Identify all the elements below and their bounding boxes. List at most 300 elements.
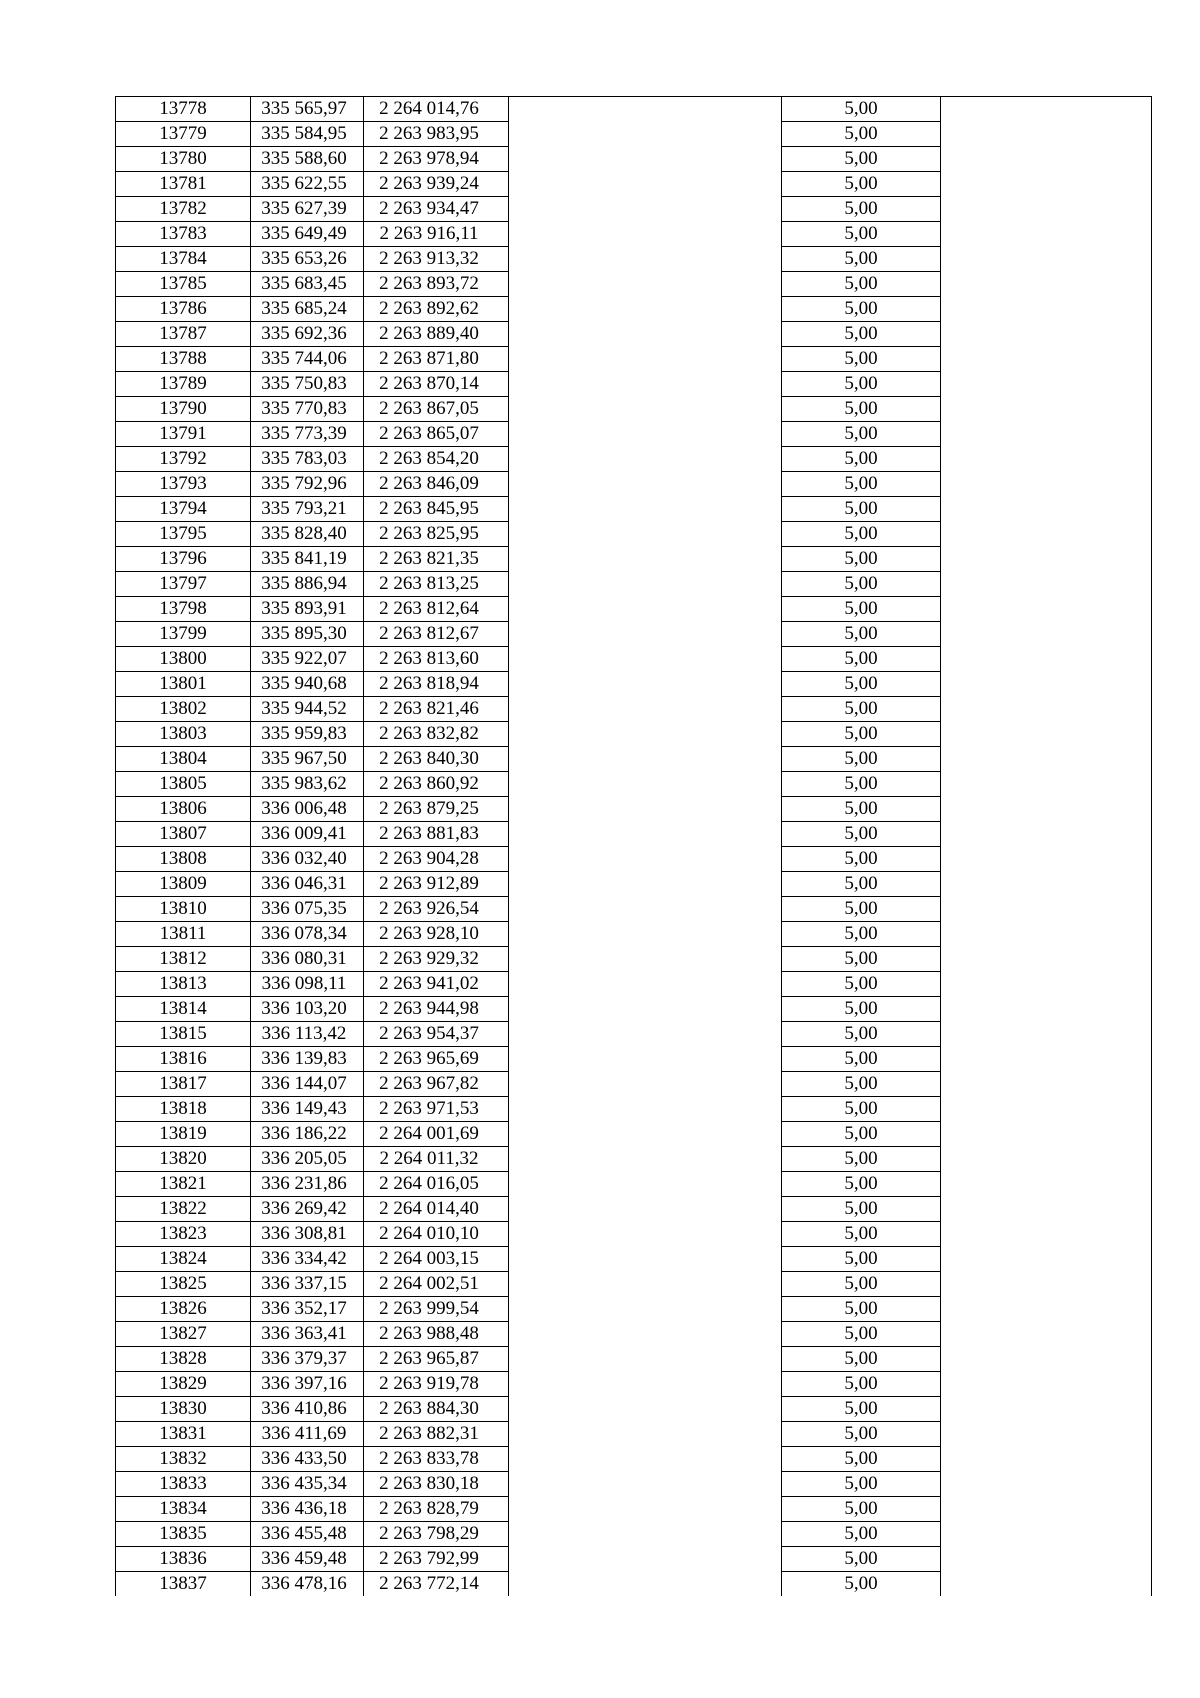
point-number-cell: 13814 <box>116 997 251 1022</box>
empty-cell <box>509 1447 782 1472</box>
accuracy-cell: 5,00 <box>782 172 941 197</box>
y-coordinate-cell: 2 263 929,32 <box>364 947 509 972</box>
x-coordinate-cell: 336 006,48 <box>251 797 364 822</box>
empty-cell <box>509 1197 782 1222</box>
x-coordinate-cell: 336 080,31 <box>251 947 364 972</box>
empty-cell <box>941 1297 1152 1322</box>
table-row <box>116 1122 1152 1147</box>
accuracy-cell: 5,00 <box>782 922 941 947</box>
accuracy-cell: 5,00 <box>782 247 941 272</box>
point-number-cell: 13799 <box>116 622 251 647</box>
accuracy-cell: 5,00 <box>782 1472 941 1497</box>
point-number-cell: 13819 <box>116 1122 251 1147</box>
point-number-cell: 13789 <box>116 372 251 397</box>
empty-cell <box>941 697 1152 722</box>
y-coordinate-cell: 2 264 003,15 <box>364 1247 509 1272</box>
y-coordinate-cell: 2 263 913,32 <box>364 247 509 272</box>
accuracy-cell: 5,00 <box>782 147 941 172</box>
empty-cell <box>941 1147 1152 1172</box>
y-coordinate-cell: 2 263 941,02 <box>364 972 509 997</box>
empty-cell <box>509 397 782 422</box>
empty-cell <box>941 947 1152 972</box>
point-number-cell: 13797 <box>116 572 251 597</box>
empty-cell <box>509 172 782 197</box>
empty-cell <box>941 1022 1152 1047</box>
empty-cell <box>509 672 782 697</box>
accuracy-cell: 5,00 <box>782 372 941 397</box>
table-row <box>116 1347 1152 1372</box>
x-coordinate-cell: 336 363,41 <box>251 1322 364 1347</box>
y-coordinate-cell: 2 264 002,51 <box>364 1272 509 1297</box>
y-coordinate-cell: 2 263 867,05 <box>364 397 509 422</box>
accuracy-cell: 5,00 <box>782 222 941 247</box>
point-number-cell: 13805 <box>116 772 251 797</box>
point-number-cell: 13823 <box>116 1222 251 1247</box>
point-number-cell: 13820 <box>116 1147 251 1172</box>
point-number-cell: 13826 <box>116 1297 251 1322</box>
accuracy-cell: 5,00 <box>782 1122 941 1147</box>
empty-cell <box>941 447 1152 472</box>
empty-cell <box>941 772 1152 797</box>
empty-cell <box>509 572 782 597</box>
table-row <box>116 1572 1152 1597</box>
y-coordinate-cell: 2 263 978,94 <box>364 147 509 172</box>
table-row <box>116 1022 1152 1047</box>
empty-cell <box>509 597 782 622</box>
point-number-cell: 13784 <box>116 247 251 272</box>
accuracy-cell: 5,00 <box>782 347 941 372</box>
x-coordinate-cell: 335 685,24 <box>251 297 364 322</box>
y-coordinate-cell: 2 263 919,78 <box>364 1372 509 1397</box>
coordinates-table <box>115 96 1152 1596</box>
point-number-cell: 13811 <box>116 922 251 947</box>
point-number-cell: 13818 <box>116 1097 251 1122</box>
accuracy-cell: 5,00 <box>782 1197 941 1222</box>
accuracy-cell: 5,00 <box>782 822 941 847</box>
y-coordinate-cell: 2 263 904,28 <box>364 847 509 872</box>
point-number-cell: 13801 <box>116 672 251 697</box>
table-row <box>116 1172 1152 1197</box>
table-row <box>116 697 1152 722</box>
empty-cell <box>941 347 1152 372</box>
y-coordinate-cell: 2 263 840,30 <box>364 747 509 772</box>
accuracy-cell: 5,00 <box>782 1422 941 1447</box>
accuracy-cell: 5,00 <box>782 1522 941 1547</box>
accuracy-cell: 5,00 <box>782 897 941 922</box>
x-coordinate-cell: 336 269,42 <box>251 1197 364 1222</box>
empty-cell <box>941 272 1152 297</box>
table-row <box>116 1247 1152 1272</box>
table-row <box>116 597 1152 622</box>
y-coordinate-cell: 2 263 870,14 <box>364 372 509 397</box>
table-row <box>116 897 1152 922</box>
table-row <box>116 1497 1152 1522</box>
table-row <box>116 847 1152 872</box>
point-number-cell: 13794 <box>116 497 251 522</box>
x-coordinate-cell: 335 770,83 <box>251 397 364 422</box>
point-number-cell: 13836 <box>116 1547 251 1572</box>
table-row <box>116 997 1152 1022</box>
x-coordinate-cell: 336 459,48 <box>251 1547 364 1572</box>
table-row <box>116 1547 1152 1572</box>
x-coordinate-cell: 336 231,86 <box>251 1172 364 1197</box>
y-coordinate-cell: 2 263 812,64 <box>364 597 509 622</box>
x-coordinate-cell: 335 944,52 <box>251 697 364 722</box>
point-number-cell: 13787 <box>116 322 251 347</box>
accuracy-cell: 5,00 <box>782 1022 941 1047</box>
point-number-cell: 13802 <box>116 697 251 722</box>
x-coordinate-cell: 336 352,17 <box>251 1297 364 1322</box>
y-coordinate-cell: 2 263 967,82 <box>364 1072 509 1097</box>
table-row <box>116 1072 1152 1097</box>
x-coordinate-cell: 336 379,37 <box>251 1347 364 1372</box>
empty-cell <box>509 872 782 897</box>
accuracy-cell: 5,00 <box>782 747 941 772</box>
x-coordinate-cell: 335 584,95 <box>251 122 364 147</box>
accuracy-cell: 5,00 <box>782 1572 941 1597</box>
accuracy-cell: 5,00 <box>782 622 941 647</box>
empty-cell <box>941 672 1152 697</box>
point-number-cell: 13833 <box>116 1472 251 1497</box>
point-number-cell: 13803 <box>116 722 251 747</box>
y-coordinate-cell: 2 263 830,18 <box>364 1472 509 1497</box>
empty-cell <box>509 97 782 122</box>
empty-cell <box>509 322 782 347</box>
empty-cell <box>941 1072 1152 1097</box>
x-coordinate-cell: 335 793,21 <box>251 497 364 522</box>
point-number-cell: 13792 <box>116 447 251 472</box>
accuracy-cell: 5,00 <box>782 1447 941 1472</box>
point-number-cell: 13817 <box>116 1072 251 1097</box>
empty-cell <box>509 1247 782 1272</box>
x-coordinate-cell: 336 478,16 <box>251 1572 364 1597</box>
x-coordinate-cell: 336 149,43 <box>251 1097 364 1122</box>
table-row <box>116 622 1152 647</box>
table-row <box>116 372 1152 397</box>
accuracy-cell: 5,00 <box>782 797 941 822</box>
empty-cell <box>509 197 782 222</box>
accuracy-cell: 5,00 <box>782 697 941 722</box>
empty-cell <box>941 1347 1152 1372</box>
y-coordinate-cell: 2 263 892,62 <box>364 297 509 322</box>
point-number-cell: 13815 <box>116 1022 251 1047</box>
accuracy-cell: 5,00 <box>782 497 941 522</box>
empty-cell <box>509 422 782 447</box>
x-coordinate-cell: 335 622,55 <box>251 172 364 197</box>
table-row <box>116 347 1152 372</box>
empty-cell <box>509 497 782 522</box>
table-row <box>116 722 1152 747</box>
empty-cell <box>509 1422 782 1447</box>
y-coordinate-cell: 2 263 865,07 <box>364 422 509 447</box>
empty-cell <box>941 1422 1152 1447</box>
empty-cell <box>509 997 782 1022</box>
empty-cell <box>509 1072 782 1097</box>
accuracy-cell: 5,00 <box>782 1147 941 1172</box>
y-coordinate-cell: 2 263 971,53 <box>364 1097 509 1122</box>
y-coordinate-cell: 2 264 001,69 <box>364 1122 509 1147</box>
y-coordinate-cell: 2 263 889,40 <box>364 322 509 347</box>
empty-cell <box>941 122 1152 147</box>
accuracy-cell: 5,00 <box>782 972 941 997</box>
x-coordinate-cell: 336 337,15 <box>251 1272 364 1297</box>
x-coordinate-cell: 336 410,86 <box>251 1397 364 1422</box>
x-coordinate-cell: 335 841,19 <box>251 547 364 572</box>
table-row <box>116 1322 1152 1347</box>
point-number-cell: 13800 <box>116 647 251 672</box>
table-row <box>116 1272 1152 1297</box>
accuracy-cell: 5,00 <box>782 597 941 622</box>
empty-cell <box>941 1372 1152 1397</box>
table-row <box>116 572 1152 597</box>
empty-cell <box>509 1547 782 1572</box>
empty-cell <box>509 622 782 647</box>
accuracy-cell: 5,00 <box>782 1347 941 1372</box>
y-coordinate-cell: 2 263 988,48 <box>364 1322 509 1347</box>
empty-cell <box>509 222 782 247</box>
x-coordinate-cell: 336 046,31 <box>251 872 364 897</box>
empty-cell <box>941 1222 1152 1247</box>
accuracy-cell: 5,00 <box>782 847 941 872</box>
empty-cell <box>509 847 782 872</box>
y-coordinate-cell: 2 263 854,20 <box>364 447 509 472</box>
x-coordinate-cell: 335 895,30 <box>251 622 364 647</box>
x-coordinate-cell: 336 308,81 <box>251 1222 364 1247</box>
table-row <box>116 1422 1152 1447</box>
empty-cell <box>509 1047 782 1072</box>
point-number-cell: 13822 <box>116 1197 251 1222</box>
table-row <box>116 972 1152 997</box>
empty-cell <box>509 772 782 797</box>
point-number-cell: 13835 <box>116 1522 251 1547</box>
x-coordinate-cell: 335 893,91 <box>251 597 364 622</box>
y-coordinate-cell: 2 264 010,10 <box>364 1222 509 1247</box>
x-coordinate-cell: 335 744,06 <box>251 347 364 372</box>
x-coordinate-cell: 335 828,40 <box>251 522 364 547</box>
x-coordinate-cell: 335 792,96 <box>251 472 364 497</box>
empty-cell <box>941 997 1152 1022</box>
y-coordinate-cell: 2 263 812,67 <box>364 622 509 647</box>
x-coordinate-cell: 335 773,39 <box>251 422 364 447</box>
empty-cell <box>509 1222 782 1247</box>
point-number-cell: 13824 <box>116 1247 251 1272</box>
empty-cell <box>509 297 782 322</box>
empty-cell <box>509 1097 782 1122</box>
x-coordinate-cell: 335 649,49 <box>251 222 364 247</box>
accuracy-cell: 5,00 <box>782 122 941 147</box>
empty-cell <box>509 1372 782 1397</box>
empty-cell <box>509 1472 782 1497</box>
empty-cell <box>509 1322 782 1347</box>
table-row <box>116 822 1152 847</box>
empty-cell <box>509 972 782 997</box>
point-number-cell: 13786 <box>116 297 251 322</box>
y-coordinate-cell: 2 263 912,89 <box>364 872 509 897</box>
y-coordinate-cell: 2 263 881,83 <box>364 822 509 847</box>
empty-cell <box>509 272 782 297</box>
x-coordinate-cell: 335 959,83 <box>251 722 364 747</box>
accuracy-cell: 5,00 <box>782 572 941 597</box>
point-number-cell: 13798 <box>116 597 251 622</box>
point-number-cell: 13807 <box>116 822 251 847</box>
point-number-cell: 13791 <box>116 422 251 447</box>
point-number-cell: 13827 <box>116 1322 251 1347</box>
point-number-cell: 13831 <box>116 1422 251 1447</box>
x-coordinate-cell: 336 334,42 <box>251 1247 364 1272</box>
y-coordinate-cell: 2 263 965,87 <box>364 1347 509 1372</box>
x-coordinate-cell: 336 435,34 <box>251 1472 364 1497</box>
table-row <box>116 322 1152 347</box>
y-coordinate-cell: 2 263 944,98 <box>364 997 509 1022</box>
accuracy-cell: 5,00 <box>782 1322 941 1347</box>
accuracy-cell: 5,00 <box>782 1397 941 1422</box>
accuracy-cell: 5,00 <box>782 1297 941 1322</box>
point-number-cell: 13778 <box>116 97 251 122</box>
table-row <box>116 547 1152 572</box>
accuracy-cell: 5,00 <box>782 672 941 697</box>
table-row <box>116 797 1152 822</box>
y-coordinate-cell: 2 263 818,94 <box>364 672 509 697</box>
point-number-cell: 13837 <box>116 1572 251 1597</box>
y-coordinate-cell: 2 263 983,95 <box>364 122 509 147</box>
empty-cell <box>941 147 1152 172</box>
accuracy-cell: 5,00 <box>782 522 941 547</box>
empty-cell <box>941 522 1152 547</box>
y-coordinate-cell: 2 263 813,25 <box>364 572 509 597</box>
empty-cell <box>509 797 782 822</box>
empty-cell <box>941 372 1152 397</box>
accuracy-cell: 5,00 <box>782 647 941 672</box>
accuracy-cell: 5,00 <box>782 547 941 572</box>
empty-cell <box>941 172 1152 197</box>
table-row <box>116 672 1152 697</box>
y-coordinate-cell: 2 263 928,10 <box>364 922 509 947</box>
empty-cell <box>941 1047 1152 1072</box>
table-row <box>116 147 1152 172</box>
point-number-cell: 13829 <box>116 1372 251 1397</box>
accuracy-cell: 5,00 <box>782 1072 941 1097</box>
point-number-cell: 13780 <box>116 147 251 172</box>
x-coordinate-cell: 335 565,97 <box>251 97 364 122</box>
empty-cell <box>941 1447 1152 1472</box>
x-coordinate-cell: 335 967,50 <box>251 747 364 772</box>
accuracy-cell: 5,00 <box>782 1172 941 1197</box>
x-coordinate-cell: 335 922,07 <box>251 647 364 672</box>
x-coordinate-cell: 336 411,69 <box>251 1422 364 1447</box>
table-row <box>116 1472 1152 1497</box>
accuracy-cell: 5,00 <box>782 297 941 322</box>
accuracy-cell: 5,00 <box>782 1047 941 1072</box>
table-row <box>116 272 1152 297</box>
point-number-cell: 13810 <box>116 897 251 922</box>
point-number-cell: 13779 <box>116 122 251 147</box>
y-coordinate-cell: 2 263 916,11 <box>364 222 509 247</box>
x-coordinate-cell: 336 397,16 <box>251 1372 364 1397</box>
accuracy-cell: 5,00 <box>782 322 941 347</box>
table-row <box>116 1297 1152 1322</box>
table-row <box>116 97 1152 122</box>
y-coordinate-cell: 2 263 792,99 <box>364 1547 509 1572</box>
accuracy-cell: 5,00 <box>782 772 941 797</box>
empty-cell <box>941 872 1152 897</box>
point-number-cell: 13825 <box>116 1272 251 1297</box>
point-number-cell: 13804 <box>116 747 251 772</box>
table-row <box>116 447 1152 472</box>
accuracy-cell: 5,00 <box>782 947 941 972</box>
x-coordinate-cell: 336 455,48 <box>251 1522 364 1547</box>
empty-cell <box>941 1272 1152 1297</box>
accuracy-cell: 5,00 <box>782 1222 941 1247</box>
table-row <box>116 1522 1152 1547</box>
empty-cell <box>941 1247 1152 1272</box>
accuracy-cell: 5,00 <box>782 422 941 447</box>
point-number-cell: 13816 <box>116 1047 251 1072</box>
x-coordinate-cell: 336 433,50 <box>251 1447 364 1472</box>
empty-cell <box>941 247 1152 272</box>
empty-cell <box>509 1122 782 1147</box>
empty-cell <box>941 1097 1152 1122</box>
accuracy-cell: 5,00 <box>782 397 941 422</box>
empty-cell <box>941 1472 1152 1497</box>
table-row <box>116 297 1152 322</box>
point-number-cell: 13788 <box>116 347 251 372</box>
empty-cell <box>509 922 782 947</box>
x-coordinate-cell: 335 683,45 <box>251 272 364 297</box>
empty-cell <box>941 1547 1152 1572</box>
y-coordinate-cell: 2 264 016,05 <box>364 1172 509 1197</box>
x-coordinate-cell: 335 627,39 <box>251 197 364 222</box>
point-number-cell: 13795 <box>116 522 251 547</box>
table-row <box>116 1222 1152 1247</box>
y-coordinate-cell: 2 264 014,40 <box>364 1197 509 1222</box>
table-body <box>116 97 1152 1597</box>
empty-cell <box>941 547 1152 572</box>
x-coordinate-cell: 335 983,62 <box>251 772 364 797</box>
empty-cell <box>509 1347 782 1372</box>
table-row <box>116 947 1152 972</box>
y-coordinate-cell: 2 263 860,92 <box>364 772 509 797</box>
empty-cell <box>941 397 1152 422</box>
point-number-cell: 13828 <box>116 1347 251 1372</box>
y-coordinate-cell: 2 263 965,69 <box>364 1047 509 1072</box>
x-coordinate-cell: 336 078,34 <box>251 922 364 947</box>
y-coordinate-cell: 2 263 798,29 <box>364 1522 509 1547</box>
accuracy-cell: 5,00 <box>782 997 941 1022</box>
table-row <box>116 1447 1152 1472</box>
empty-cell <box>509 1022 782 1047</box>
x-coordinate-cell: 336 436,18 <box>251 1497 364 1522</box>
y-coordinate-cell: 2 264 014,76 <box>364 97 509 122</box>
empty-cell <box>509 347 782 372</box>
empty-cell <box>509 897 782 922</box>
table-row <box>116 522 1152 547</box>
table-row <box>116 197 1152 222</box>
empty-cell <box>941 747 1152 772</box>
y-coordinate-cell: 2 263 821,35 <box>364 547 509 572</box>
y-coordinate-cell: 2 263 954,37 <box>364 1022 509 1047</box>
x-coordinate-cell: 335 750,83 <box>251 372 364 397</box>
empty-cell <box>509 547 782 572</box>
empty-cell <box>509 1147 782 1172</box>
empty-cell <box>509 1522 782 1547</box>
x-coordinate-cell: 336 098,11 <box>251 972 364 997</box>
accuracy-cell: 5,00 <box>782 1497 941 1522</box>
empty-cell <box>509 447 782 472</box>
point-number-cell: 13781 <box>116 172 251 197</box>
table-row <box>116 1397 1152 1422</box>
empty-cell <box>509 747 782 772</box>
empty-cell <box>941 1172 1152 1197</box>
